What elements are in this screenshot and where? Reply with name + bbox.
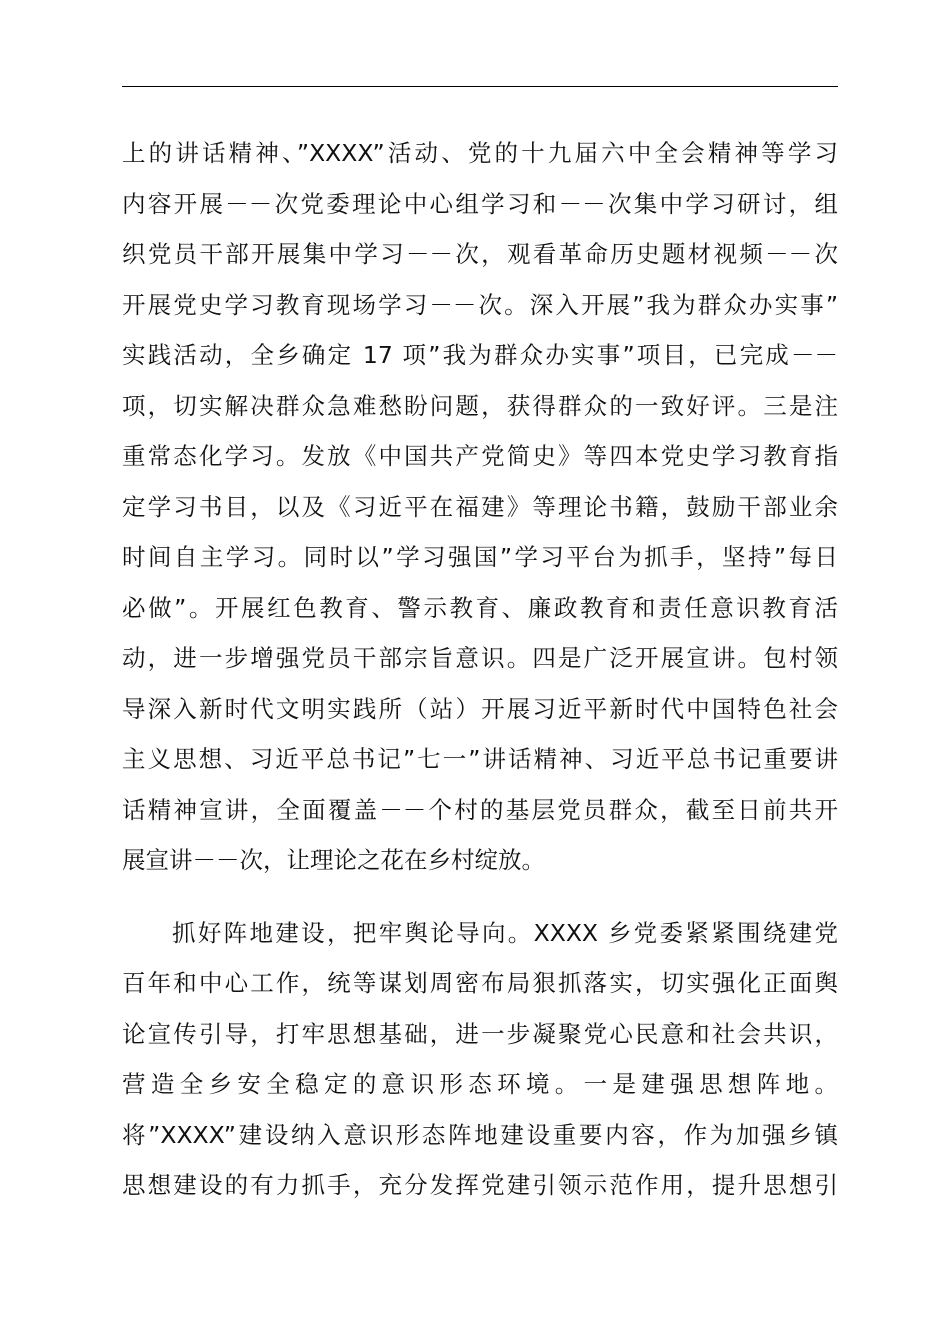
text-line: 话精神宣讲，全面覆盖－－个村的基层党员群众，截至日前共开 [122, 795, 838, 824]
text-line: 导深入新时代文明实践所（站）开展习近平新时代中国特色社会 [122, 694, 838, 723]
document-body [122, 128, 838, 1211]
text-line: 重常态化学习。发放《中国共产党简史》等四本党史学习教育指 [122, 442, 838, 470]
text-line: 主义思想、习近平总书记”七一”讲话精神、习近平总书记重要讲 [122, 745, 838, 773]
text-line: 时间自主学习。同时以”学习强国”学习平台为抓手，坚持”每日 [122, 543, 838, 571]
text-line: 营造全乡安全稳定的意识形态环境。一是建强思想阵地。 [122, 1070, 838, 1098]
text-line: 定学习书目，以及《习近平在福建》等理论书籍，鼓励干部业余 [122, 492, 838, 521]
text-line: 内容开展－－次党委理论中心组学习和－－次集中学习研讨，组 [122, 189, 838, 218]
text-line: 动，进一步增强党员干部宗旨意识。四是广泛开展宣讲。包村领 [122, 644, 838, 672]
paragraph-gap [122, 886, 838, 908]
text-line: 展宣讲－－次，让理论之花在乡村绽放。 [122, 846, 545, 874]
text-line: 必做”。开展红色教育、警示教育、廉政教育和责任意识教育活 [122, 593, 838, 622]
paragraph-1 [122, 128, 838, 886]
text-line: 织党员干部开展集中学习－－次，观看革命历史题材视频－－次 [122, 240, 838, 268]
text-line: 思想建设的有力抓手，充分发挥党建引领示范作用，提升思想引 [122, 1171, 838, 1199]
header-rule [122, 86, 838, 87]
text-line: 抓好阵地建设，把牢舆论导向。XXXX 乡党委紧紧围绕建党 [172, 918, 838, 947]
text-line: 开展党史学习教育现场学习－－次。深入开展”我为群众办实事” [122, 290, 838, 319]
text-line: 百年和中心工作，统等谋划周密布局狠抓落实，切实强化正面舆 [122, 969, 838, 997]
text-line: 上的讲话精神、”XXXX”活动、党的十九届六中全会精神等学习 [122, 139, 838, 167]
text-line: 实践活动，全乡确定 17 项”我为群众办实事”项目，已完成－－ [122, 341, 838, 369]
paragraph-2 [122, 908, 838, 1211]
text-line: 将”XXXX”建设纳入意识形态阵地建设重要内容，作为加强乡镇 [122, 1120, 838, 1149]
text-line: 项，切实解决群众急难愁盼问题，获得群众的一致好评。三是注 [122, 391, 838, 420]
text-line: 论宣传引导，打牢思想基础，进一步凝聚党心民意和社会共识， [122, 1019, 838, 1048]
